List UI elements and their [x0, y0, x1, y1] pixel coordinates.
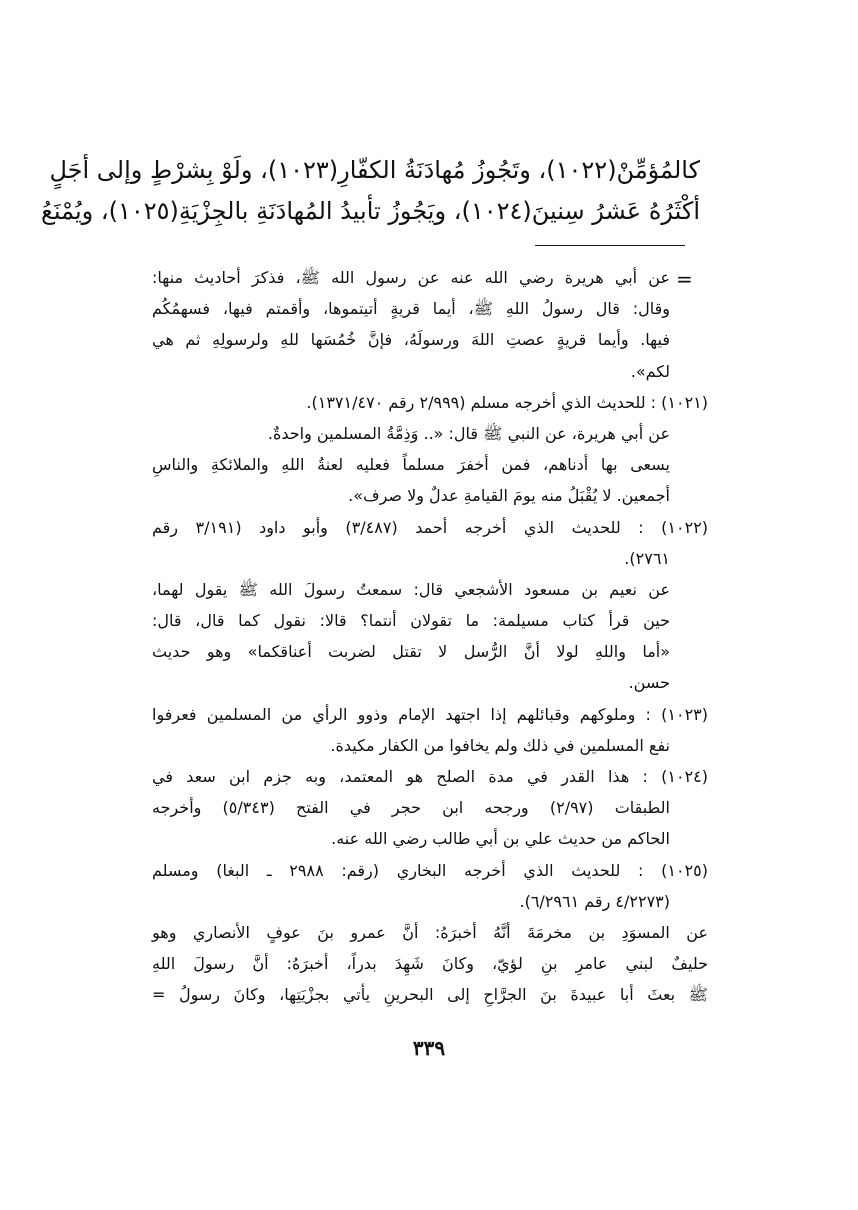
footnote-1023-heading: (١٠٢٣) : وملوكهم وقبائلهم إذا اجتهد الإمام وذوو الرأي من المسلمين فعرفوا — [152, 704, 708, 724]
footnote-line: عن المسوَدِ بن مخرمَةَ أنَّهُ أخبرَهُ: أنَّ عمرو بنَ عوفٍ الأنصاري وهو — [152, 922, 708, 942]
footnote-line: وقال: قال رسولُ اللهِ ﷺ، أيما قريةٍ أتيتموها، وأقمتم فيها، فسهمُكُم — [152, 299, 670, 319]
footnote-line: الطبقات (٢/٩٧) ورجحه ابن حجر في الفتح (٥/٣٤٣) وأخرجه — [152, 798, 670, 818]
footnote-continuation-marker: = — [676, 267, 693, 291]
footnote-line: لكم». — [630, 361, 670, 381]
footnote-line: نفع المسلمين في ذلك ولم يخافوا من الكفار مكيدة. — [330, 735, 670, 755]
footnote-1025-heading: (١٠٢٥) : للحديث الذي أخرجه البخاري (رقم: ٢٩٨٨ ـ البغا) ومسلم — [152, 860, 708, 880]
footnote-line: ٢٧٦١). — [624, 548, 670, 568]
footnote-line: الحاكم من حديث علي بن أبي طالب رضي الله عنه. — [331, 829, 670, 849]
footnote-1022-heading: (١٠٢٢) : للحديث الذي أخرجه أحمد (٣/٤٨٧) وأبو داود (٣/١٩١ رقم — [152, 517, 709, 537]
footnote-line: عن أبي هريرة، عن النبي ﷺ قال: «.. وَذِمَّةُ المسلمين واحدةٌ. — [267, 423, 670, 443]
main-text-block — [41, 150, 700, 232]
footnote-line: يسعى بها أدناهم، فمن أخفرَ مسلماً فعليه لعنةُ اللهِ والملائكةِ والناسِ — [152, 455, 670, 475]
footnote-line: فيها. وأيما قريةٍ عصتِ اللهَ ورسولَهُ، فإنَّ خُمُسَها للهِ ولرسولِهِ ثم هي — [152, 330, 670, 350]
footnotes-block — [152, 262, 709, 1011]
footnote-line: «أما واللهِ لولا أنَّ الرُّسل لا تقتل لضربت أعناقكما» وهو حديث — [152, 642, 670, 662]
footnote-1021-heading: (١٠٢١) : للحديث الذي أخرجه مسلم (٢/٩٩٩ رقم ١٣٧١/٤٧٠). — [306, 392, 708, 412]
footnote-line: أجمعين. لا يُقْبَلُ منه يومَ القيامةِ عدلٌ ولا صرف». — [348, 486, 670, 506]
footnote-line: ﷺ بعثَ أبا عبيدةَ بنَ الجرَّاحِ إلى البحرينِ يأتي بجزْيَتِها، وكانَ رسولُ = — [152, 985, 708, 1005]
page-number: ٣٣٩ — [412, 1036, 446, 1060]
footnote-line: حين قرأ كتاب مسيلمة: ما تقولان أنتما؟ قالا: نقول كما قال، قال: — [152, 611, 670, 631]
footnote-line: حليفٌ لبني عامرِ بنِ لؤيّ، وكانَ شَهِدَ بدراً، أخبرَهُ: أنَّ رسولَ اللهِ — [152, 954, 708, 974]
main-text-line: أكْثَرُهُ عَشرُ سِنينَ(١٠٢٤)، ويَجُوزُ تأبيدُ المُهادَنَةِ بالجِزْيَةِ(١٠٢٥)، ويُمْنَعُ — [41, 197, 700, 225]
footnote-separator-rule — [535, 245, 685, 246]
footnote-line: عن أبي هريرة رضي الله عنه عن رسول الله ﷺ، فذكرَ أحاديث منها: — [152, 268, 670, 287]
footnote-1024-heading: (١٠٢٤) : هذا القدر في مدة الصلح هو المعتمد، وبه جزم ابن سعد في — [152, 767, 708, 786]
footnote-line: حسن. — [628, 673, 670, 693]
footnote-line: (٤/٢٢٧٣ رقم ٦/٢٩٦١). — [519, 891, 670, 911]
main-text-line: كالمُؤمِّنْ(١٠٢٢)، وتَجُوزُ مُهادَنَةُ الكفّارِ(١٠٢٣)، ولَوْ بِشرْطٍ وإلى أجَلٍ — [49, 156, 700, 184]
footnote-line: عن نعيم بن مسعود الأشجعي قال: سمعتُ رسولَ الله ﷺ يقول لهما، — [152, 579, 670, 599]
